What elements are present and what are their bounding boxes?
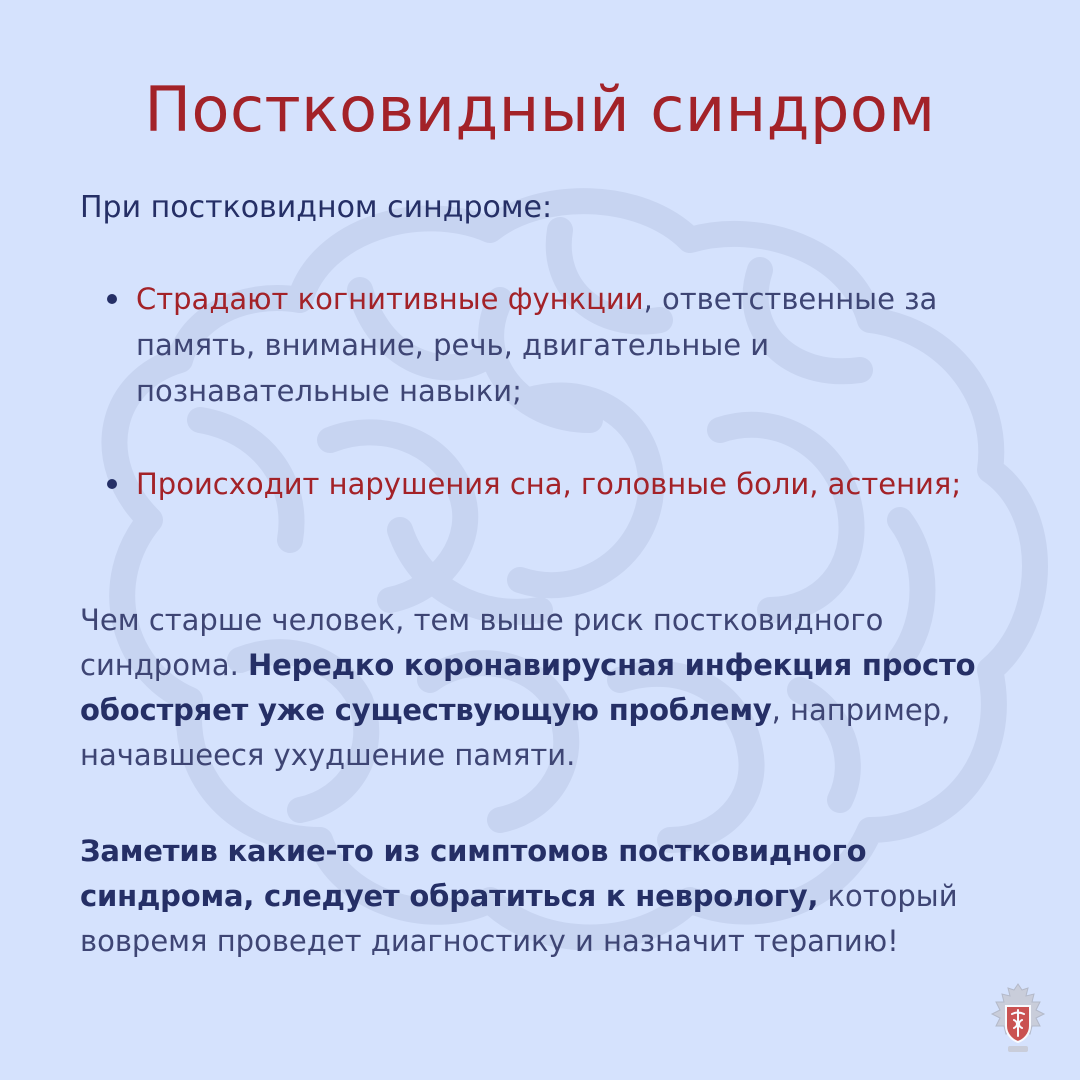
list-item	[80, 276, 1010, 414]
risk-paragraph-tail: , например, начавшееся ухудшение памяти.	[80, 693, 951, 772]
intro-text: При постковидном синдроме:	[80, 190, 553, 225]
risk-paragraph-text: Чем старше человек, тем выше риск постковидного синдрома.	[80, 603, 884, 682]
bullet-highlight: Страдают когнитивные функции	[136, 282, 644, 316]
risk-paragraph	[80, 598, 1040, 778]
ministry-emblem-icon	[978, 978, 1058, 1058]
bullet-icon	[107, 479, 117, 489]
list-item	[80, 461, 1010, 507]
advice-paragraph	[80, 829, 1040, 964]
advice-paragraph-bold: Заметив какие-то из симптомов постковидного синдрома, следует обратиться к неврологу,	[80, 834, 867, 913]
bullet-highlight: Происходит нарушения сна, головные боли, астения;	[136, 467, 962, 501]
advice-paragraph-tail: который вовремя проведет диагностику и назначит терапию!	[80, 879, 958, 958]
risk-paragraph-bold: Нередко коронавирусная инфекция просто обостряет уже существующую проблему	[80, 648, 976, 727]
page-title: Постковидный синдром	[144, 73, 936, 146]
bullet-icon	[107, 294, 117, 304]
bullet-text: , ответственные за память, внимание, речь, двигательные и познавательные навыки;	[136, 282, 938, 408]
symptom-list	[80, 276, 1010, 507]
